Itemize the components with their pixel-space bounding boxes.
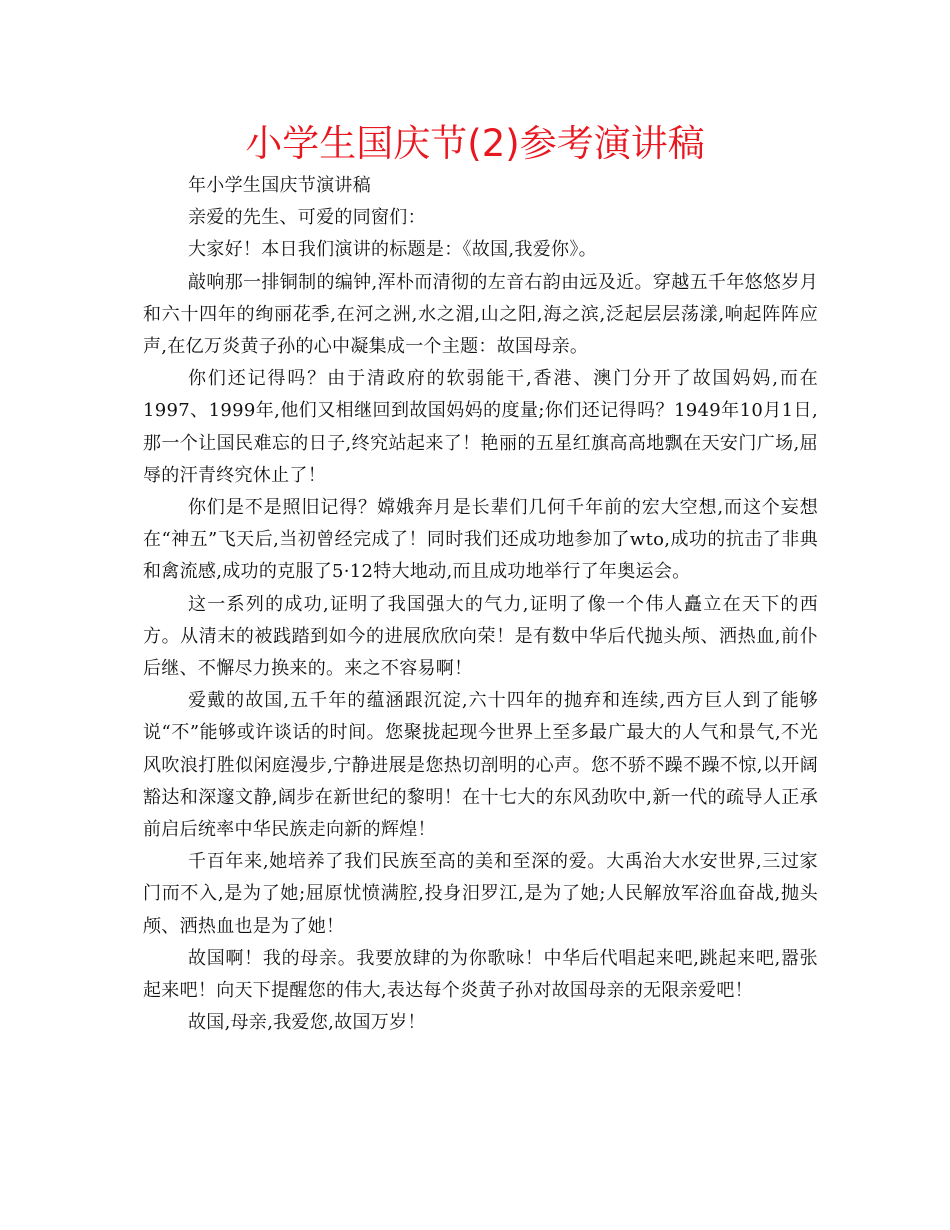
- document-body: [143, 170, 818, 1039]
- document-title: 小学生国庆节(2)参考演讲稿: [245, 122, 705, 165]
- paragraph-9: 千百年来,她培养了我们民族至高的美和至深的爱。大禹治大水安世界,三过家门而不入,是为了她;屈原忧愤满腔,投身汨罗江,是为了她;人民解放军浴血奋战,抛头颅、洒热血也是为了她！: [143, 851, 818, 937]
- paragraph-5: 你们还记得吗？由于清政府的软弱能干,香港、澳门分开了故国妈妈,而在1997、1999年,他们又相继回到故国妈妈的度量;你们还记得吗？1949年10月1日,那一个让国民难忘的日子,终究站起来了！艳丽的五星红旗高高地飘在天安门广场,屈辱的汗青终究休止了！: [143, 368, 818, 486]
- paragraph-1: 年小学生国庆节演讲稿: [188, 175, 371, 196]
- paragraph-4: 敲响那一排铜制的编钟,浑朴而清彻的左音右韵由远及近。穿越五千年悠悠岁月和六十四年的绚丽花季,在河之洲,水之湄,山之阳,海之滨,泛起层层荡漾,响起阵阵应声,在亿万炎黄子孙的心中凝集成一个主题：故国母亲。: [143, 271, 818, 358]
- paragraph-10: 故国啊！我的母亲。我要放肆的为你歌咏！中华后代唱起来吧,跳起来吧,嚣张起来吧！向天下提醒您的伟大,表达每个炎黄子孙对故国母亲的无限亲爱吧！: [143, 947, 818, 1002]
- paragraph-11: 故国,母亲,我爱您,故国万岁！: [188, 1012, 426, 1034]
- paragraph-7: 这一系列的成功,证明了我国强大的气力,证明了像一个伟人矗立在天下的西方。从清末的被践踏到如今的进展欣欣向荣！是有数中华后代抛头颅、洒热血,前仆后继、不懈尽力换来的。来之不容易啊！: [143, 593, 818, 680]
- paragraph-2: 亲爱的先生、可爱的同窗们：: [188, 207, 426, 229]
- paragraph-8: 爱戴的故国,五千年的蕴涵跟沉淀,六十四年的抛弃和连续,西方巨人到了能够说“不”能够或许谈话的时间。您聚拢起现今世界上至多最广最大的人气和景气,不光风吹浪打胜似闲庭漫步,宁静进展是您热切剖明的心声。您不骄不躁不躁不惊,以开阔豁达和深邃文静,阔步在新世纪的黎明！在十七大的东风劲吹中,新一代的疏导人正承前启后统率中华民族走向新的辉煌！: [143, 690, 818, 841]
- paragraph-6: 你们是不是照旧记得？嫦娥奔月是长辈们几何千年前的宏大空想,而这个妄想在“神五”飞天后,当初曾经完成了！同时我们还成功地参加了wto,成功的抗击了非典和禽流感,成功的克服了5·12特大地动,而且成功地举行了年奥运会。: [143, 497, 818, 583]
- paragraph-3: 大家好！本日我们演讲的标题是：《故国,我爱你》。: [188, 239, 597, 261]
